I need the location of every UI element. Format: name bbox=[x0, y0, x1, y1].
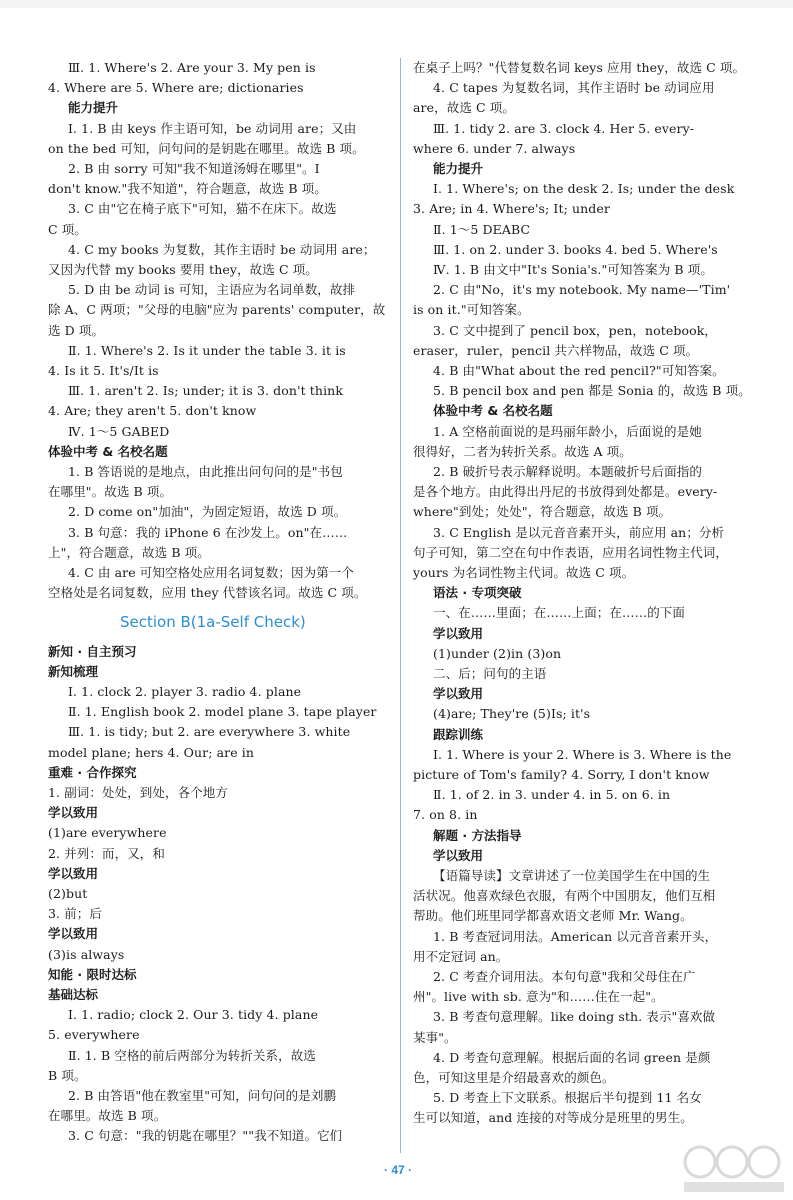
subsection-heading: 学以致用 bbox=[48, 926, 99, 942]
text-line: 5. B pencil box and pen 都是 Sonia 的，故选 B 项。 bbox=[433, 383, 751, 399]
text-line: 5. D 由 be 动词 is 可知，主语应为名词单数，故排 bbox=[68, 282, 356, 298]
text-line: 3. Are; in 4. Where's; It; under bbox=[413, 201, 610, 217]
text-line: yours 为名词性物主代词。故选 C 项。 bbox=[413, 565, 635, 580]
text-line: 5. everywhere bbox=[48, 1027, 140, 1043]
text-line: on the bed 可知，问句问的是钥匙在哪里。故选 B 项。 bbox=[48, 140, 365, 156]
text-line: 3. B 句意：我的 iPhone 6 在沙发上。on"在…… bbox=[68, 524, 348, 540]
text-line: C 项。 bbox=[48, 221, 87, 237]
text-line: Ⅱ. 1. English book 2. model plane 3. tape player bbox=[68, 704, 377, 720]
text-line: Ⅲ. 1. aren't 2. Is; under; it is 3. don't think bbox=[68, 383, 343, 399]
text-line: Ⅱ. 1. of 2. in 3. under 4. in 5. on 6. in bbox=[433, 787, 671, 803]
text-line: Ⅳ. 1～5 GABED bbox=[68, 423, 170, 439]
text-line: 3. B 考查句意理解。like doing sth. 表示"喜欢做 bbox=[433, 1009, 716, 1025]
text-line: Ⅱ. 1. Where's 2. Is it under the table 3. it is bbox=[68, 342, 346, 358]
watermark-logo-icon bbox=[680, 1140, 788, 1195]
text-line: model plane; hers 4. Our; are in bbox=[48, 744, 255, 760]
subsection-heading: 学以致用 bbox=[48, 865, 99, 881]
text-line: 5. D 考查上下文联系。根据后半句提到 11 名女 bbox=[433, 1090, 702, 1106]
text-line: 又因为代替 my books 要用 they，故选 C 项。 bbox=[48, 262, 318, 277]
text-line: 上"，符合题意，故选 B 项。 bbox=[48, 544, 210, 560]
text-line: 4. D 考查句意理解。根据后面的名词 green 是颜 bbox=[433, 1049, 711, 1065]
subsection-heading: 语法 · 专项突破 bbox=[433, 585, 522, 601]
text-line: 7. on 8. in bbox=[413, 807, 478, 823]
text-line: 4. C my books 为复数，其作主语时 be 动词用 are； bbox=[68, 241, 376, 257]
text-line: 4. Are; they aren't 5. don't know bbox=[48, 403, 257, 419]
text-line: 在哪里。故选 B 项。 bbox=[48, 1108, 167, 1124]
text-line: 2. C 由"No，it's my notebook. My name—'Tim' bbox=[433, 282, 731, 298]
text-line: Ⅳ. 1. B 由文中"It's Sonia's."可知答案为 B 项。 bbox=[433, 262, 713, 277]
subsection-heading: 能力提升 bbox=[68, 100, 119, 116]
subsection-heading: 基础达标 bbox=[48, 987, 99, 1002]
subsection-heading: 学以致用 bbox=[433, 625, 484, 641]
text-line: Ⅱ. 1～5 DEABC bbox=[433, 221, 531, 237]
text-line: 2. D come on"加油"，为固定短语，故选 D 项。 bbox=[68, 504, 347, 520]
text-line: Ⅰ. 1. Where is your 2. Where is 3. Where is the bbox=[433, 746, 732, 762]
text-line: 4. Is it 5. It's/It is bbox=[48, 363, 159, 378]
text-line: 3. C 由"它在椅子底下"可知，猫不在床下。故选 bbox=[68, 201, 337, 217]
text-line: eraser，ruler，pencil 共六样物品，故选 C 项。 bbox=[413, 342, 699, 358]
text-line: 1. 副词：处处，到处，各个地方 bbox=[48, 785, 229, 800]
subsection-heading: 能力提升 bbox=[433, 161, 484, 176]
text-line: 1. B 考查冠词用法。American 以元音音素开头， bbox=[433, 928, 718, 944]
text-line: (3)is always bbox=[48, 946, 125, 962]
text-line: Ⅱ. 1. B 空格的前后两部分为转折关系，故选 bbox=[68, 1047, 316, 1063]
text-line: (1)are everywhere bbox=[48, 825, 167, 841]
text-line: 【语篇导读】文章讲述了一位美国学生在中国的生 bbox=[433, 868, 711, 883]
text-line: 是各个地方。由此得出丹尼的书放得到处都是。every- bbox=[413, 484, 718, 500]
column-divider bbox=[400, 58, 401, 1153]
text-line: 二、后；问句的主语 bbox=[433, 666, 547, 681]
text-line: Ⅲ. 1. is tidy; but 2. are everywhere 3. white bbox=[68, 724, 351, 740]
text-line: 3. C English 是以元音音素开头，前应用 an；分析 bbox=[433, 524, 725, 540]
section-title: Section B(1a-Self Check) bbox=[120, 613, 306, 632]
text-line: Ⅲ. 1. Where's 2. Are your 3. My pen is bbox=[68, 60, 316, 75]
text-line: 1. A 空格前面说的是玛丽年龄小，后面说的是她 bbox=[433, 423, 702, 439]
scan-top-edge bbox=[0, 0, 793, 8]
text-line: 色，可知这里是介绍最喜欢的颜色。 bbox=[413, 1070, 615, 1085]
text-line: are，故选 C 项。 bbox=[413, 100, 515, 116]
text-line: (2)but bbox=[48, 886, 88, 901]
text-line: 2. B 破折号表示解释说明。本题破折号后面指的 bbox=[433, 464, 702, 479]
text-line: 2. 并列：而，又，和 bbox=[48, 845, 165, 861]
text-line: Ⅰ. 1. clock 2. player 3. radio 4. plane bbox=[68, 684, 302, 699]
text-line: 2. B 由答语"他在教室里"可知，问句问的是刘鹏 bbox=[68, 1088, 337, 1103]
text-line: 选 D 项。 bbox=[48, 322, 105, 338]
text-line: picture of Tom's family? 4. Sorry, I don't know bbox=[413, 767, 710, 782]
text-line: B 项。 bbox=[48, 1067, 87, 1083]
text-line: 很得好，二者为转折关系。故选 A 项。 bbox=[413, 443, 632, 459]
text-line: 州"。live with sb. 意为"和……住在一起"。 bbox=[413, 989, 664, 1005]
text-line: 3. C 句意："我的钥匙在哪里？""我不知道。它们 bbox=[68, 1128, 343, 1144]
subsection-heading: 解题 · 方法指导 bbox=[433, 827, 522, 843]
subsection-heading: 新知梳理 bbox=[48, 663, 99, 679]
text-line: 用不定冠词 an。 bbox=[413, 948, 509, 964]
page-number: · 47 · bbox=[383, 1163, 412, 1177]
text-line: 在桌子上吗？"代替复数名词 keys 应用 they，故选 C 项。 bbox=[413, 60, 746, 75]
text-line: 活状况。他喜欢绿色衣服，有两个中国朋友，他们互相 bbox=[413, 888, 716, 904]
text-line: where"到处；处处"，符合题意，故选 B 项。 bbox=[413, 504, 672, 520]
text-line: 空格处是名词复数，应用 they 代替该名词。故选 C 项。 bbox=[48, 585, 367, 601]
text-line: is on it."可知答案。 bbox=[413, 302, 530, 318]
text-line: 在哪里"。故选 B 项。 bbox=[48, 484, 173, 500]
subsection-heading: 学以致用 bbox=[433, 686, 484, 702]
subsection-heading: 学以致用 bbox=[48, 805, 99, 821]
subsection-heading: 重难 · 合作探究 bbox=[48, 764, 137, 780]
text-line: 一、在……里面；在……上面；在……的下面 bbox=[433, 605, 686, 621]
subsection-heading: 跟踪训练 bbox=[433, 726, 484, 742]
text-line: 4. B 由"What about the red pencil?"可知答案。 bbox=[433, 363, 725, 378]
text-line: Ⅲ. 1. tidy 2. are 3. clock 4. Her 5. every- bbox=[433, 120, 695, 136]
text-line: 1. B 答语说的是地点，由此推出问句问的是"书包 bbox=[68, 464, 343, 479]
text-line: (4)are; They're (5)Is; it's bbox=[433, 706, 591, 722]
text-line: Ⅰ. 1. radio; clock 2. Our 3. tidy 4. plane bbox=[68, 1007, 319, 1023]
subsection-heading: 体验中考 & 名校名题 bbox=[433, 403, 553, 419]
text-line: Ⅲ. 1. on 2. under 3. books 4. bed 5. Where's bbox=[433, 241, 718, 257]
text-line: 3. C 文中提到了 pencil box，pen，notebook， bbox=[433, 322, 717, 338]
text-line: Ⅰ. 1. Where's; on the desk 2. Is; under the desk bbox=[433, 181, 735, 197]
text-line: (1)under (2)in (3)on bbox=[433, 645, 562, 661]
text-line: 4. C 由 are 可知空格处应用名词复数；因为第一个 bbox=[68, 565, 355, 580]
subsection-heading: 新知 · 自主预习 bbox=[48, 643, 137, 659]
text-line: don't know."我不知道"，符合题意，故选 B 项。 bbox=[48, 181, 327, 197]
subsection-heading: 知能 · 限时达标 bbox=[48, 966, 137, 982]
text-line: 除 A、C 两项；"父母的电脑"应为 parents' computer，故 bbox=[48, 302, 386, 318]
text-line: 某事"。 bbox=[413, 1029, 457, 1045]
text-line: 句子可知，第二空在句中作表语，应用名词性物主代词， bbox=[413, 544, 729, 560]
subsection-heading: 体验中考 & 名校名题 bbox=[48, 443, 168, 459]
text-line: 4. C tapes 为复数名词，其作主语时 be 动词应用 bbox=[433, 80, 715, 96]
text-line: 2. C 考查介词用法。本句句意"我和父母住在广 bbox=[433, 969, 696, 984]
text-line: 帮助。他们班里同学都喜欢语文老师 Mr. Wang。 bbox=[413, 908, 693, 924]
text-line: 4. Where are 5. Where are; dictionaries bbox=[48, 80, 304, 96]
text-line: 3. 前；后 bbox=[48, 906, 102, 922]
subsection-heading: 学以致用 bbox=[433, 847, 484, 863]
text-line: 生可以知道，and 连接的对等成分是班里的男生。 bbox=[413, 1110, 693, 1126]
text-line: where 6. under 7. always bbox=[413, 140, 576, 156]
text-line: 2. B 由 sorry 可知"我不知道汤姆在哪里"。I bbox=[68, 161, 320, 176]
text-line: Ⅰ. 1. B 由 keys 作主语可知，be 动词用 are；又由 bbox=[68, 120, 357, 136]
